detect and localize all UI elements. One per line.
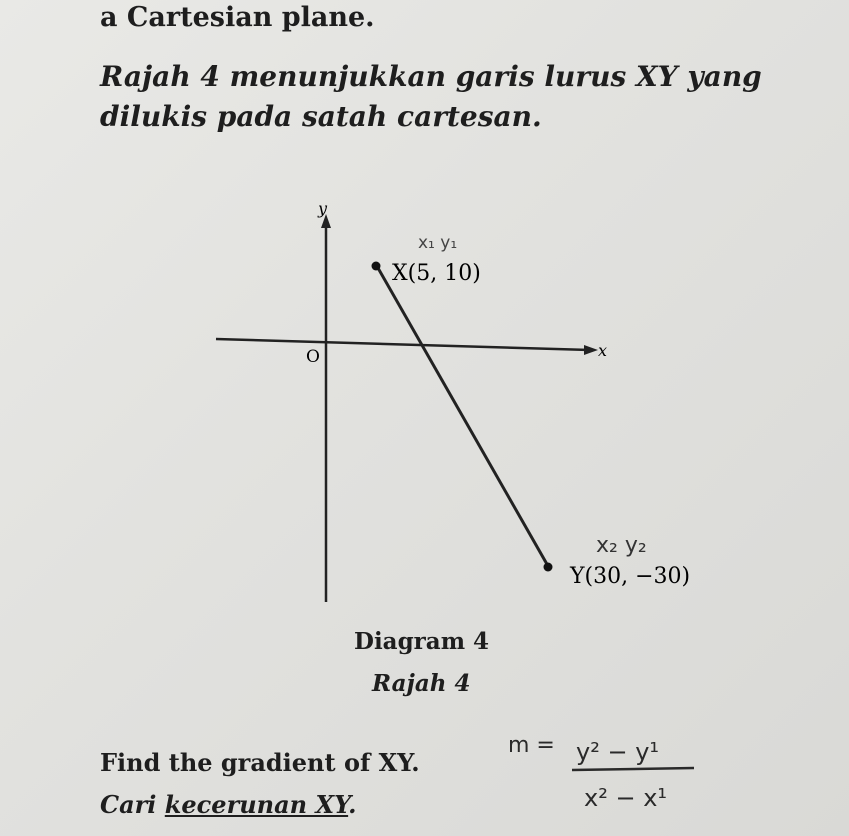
origin-label: O bbox=[306, 347, 320, 367]
y-axis-label: y bbox=[318, 199, 328, 218]
point-y-label: Y(30, −30) bbox=[570, 564, 691, 589]
formula-denominator: x² − x¹ bbox=[584, 784, 668, 812]
question-en: Find the gradient of XY. bbox=[100, 748, 420, 777]
question-ms-prefix: Cari bbox=[100, 790, 165, 819]
question-ms-suffix: . bbox=[348, 790, 357, 819]
x-axis-arrow bbox=[584, 345, 598, 355]
handwritten-x2y2: x₂ y₂ bbox=[596, 533, 647, 558]
question-ms bbox=[100, 790, 356, 819]
x-axis bbox=[216, 339, 590, 350]
formula-lhs: m = bbox=[508, 733, 555, 758]
header-text: a Cartesian plane. bbox=[100, 2, 375, 33]
intro-line-1: Rajah 4 menunjukkan garis lurus XY yang bbox=[100, 60, 762, 93]
handwritten-x1y1: x₁ y₁ bbox=[418, 233, 458, 253]
x-axis-label: x bbox=[598, 341, 608, 360]
formula-fraction-bar bbox=[572, 768, 694, 770]
diagram-caption-en: Diagram 4 bbox=[354, 628, 490, 655]
intro-line-2: dilukis pada satah cartesan. bbox=[100, 100, 542, 133]
line-xy bbox=[378, 268, 548, 566]
formula-numerator: y² − y¹ bbox=[576, 738, 660, 766]
point-x-label: X(5, 10) bbox=[392, 261, 481, 286]
point-y bbox=[544, 563, 553, 572]
question-ms-underlined: kecerunan XY bbox=[164, 790, 349, 819]
point-x bbox=[372, 262, 381, 271]
diagram-caption-ms: Rajah 4 bbox=[372, 670, 471, 697]
